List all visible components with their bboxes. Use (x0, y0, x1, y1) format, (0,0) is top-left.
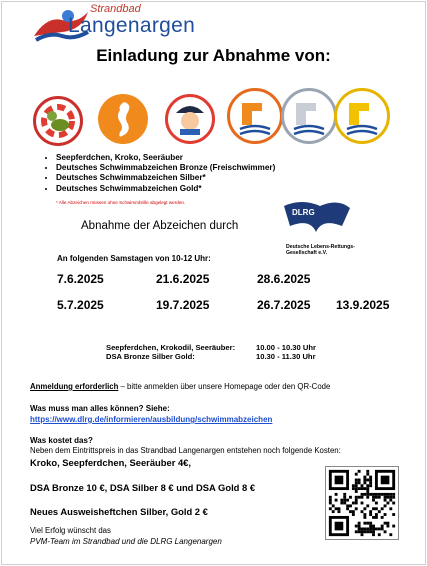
skills-question: Was muss man alles können? Siehe: (30, 404, 170, 413)
subtitle: Abnahme der Abzeichen durch (81, 220, 239, 232)
date: 5.7.2025 (57, 298, 104, 312)
seahorse-badge-icon (98, 94, 148, 144)
list-item: • Deutsches Schwimmabzeichen Bronze (Freischwimmer) (56, 163, 275, 173)
cost-intro: Neben dem Eintrittspreis in das Strandbad Langenargen entstehen noch folgende Kosten: (30, 446, 341, 455)
cost-line-1: Kroko, Seepferdchen, Seeräuber 4€, (30, 457, 192, 468)
qr-code-icon (326, 467, 398, 539)
logo-text-line2: Langenargen (68, 14, 196, 37)
erfolg-line: Viel Erfolg wünscht das (30, 526, 111, 535)
times-value-2: 10.30 - 11.30 Uhr (256, 352, 316, 361)
dlrg-name-line1: Deutsche Lebens-Rettungs- (286, 244, 355, 250)
badge-list (44, 153, 275, 194)
silber-badge-icon (281, 88, 337, 144)
dlrg-badge-text: DLRG (292, 208, 315, 217)
anmeldung-rest: – bitte anmelden über unsere Homepage oder den QR-Code (118, 382, 331, 391)
date: 13.9.2025 (336, 298, 390, 312)
pirate-badge-icon (165, 94, 215, 144)
logo-text-line1: Strandbad (90, 3, 141, 15)
anmeldung-bold: Anmeldung erforderlich (30, 382, 119, 391)
times-value-1: 10.00 - 10.30 Uhr (256, 343, 316, 352)
dlrg-link[interactable]: https://www.dlrg.de/informieren/ausbildung/schwimmabzeichen (30, 415, 273, 424)
dates-intro: An folgenden Samstagen von 10-12 Uhr: (57, 254, 211, 263)
times-label-2: DSA Bronze Silber Gold: (106, 352, 195, 361)
cost-line-3: Neues Ausweisheftchen Silber, Gold 2 € (30, 506, 208, 517)
page-title: Einladung zur Abnahme von: (96, 46, 331, 65)
list-item: • Seepferdchen, Kroko, Seeräuber (56, 153, 275, 163)
gold-badge-icon (334, 88, 390, 144)
date: 26.7.2025 (257, 298, 311, 312)
dlrg-logo (282, 196, 352, 238)
qr-code[interactable] (325, 466, 399, 540)
date: 21.6.2025 (156, 272, 210, 286)
date: 28.6.2025 (257, 272, 311, 286)
team-line: PVM-Team im Strandbad und die DLRG Langenargen (30, 537, 222, 546)
dlrg-eagle-icon (282, 196, 352, 238)
list-item: • Deutsches Schwimmabzeichen Silber* (56, 173, 275, 183)
goggles-note: * Alle Abzeichen müssen ohne Schwimmbrille abgelegt werden. (56, 200, 186, 205)
list-item: • Deutsches Schwimmabzeichen Gold* (56, 184, 275, 194)
bronze-badge-icon (227, 88, 283, 144)
cost-line-2: DSA Bronze 10 €, DSA Silber 8 € und DSA Gold 8 € (30, 482, 256, 493)
anmeldung-line (30, 382, 330, 391)
date: 7.6.2025 (57, 272, 104, 286)
turtle-badge-icon (33, 96, 83, 146)
times-label-1: Seepferdchen, Krokodil, Seeräuber: (106, 343, 236, 352)
cost-question: Was kostet das? (30, 436, 93, 445)
date: 19.7.2025 (156, 298, 210, 312)
dlrg-name-line2: Gesellschaft e.V. (286, 250, 328, 256)
